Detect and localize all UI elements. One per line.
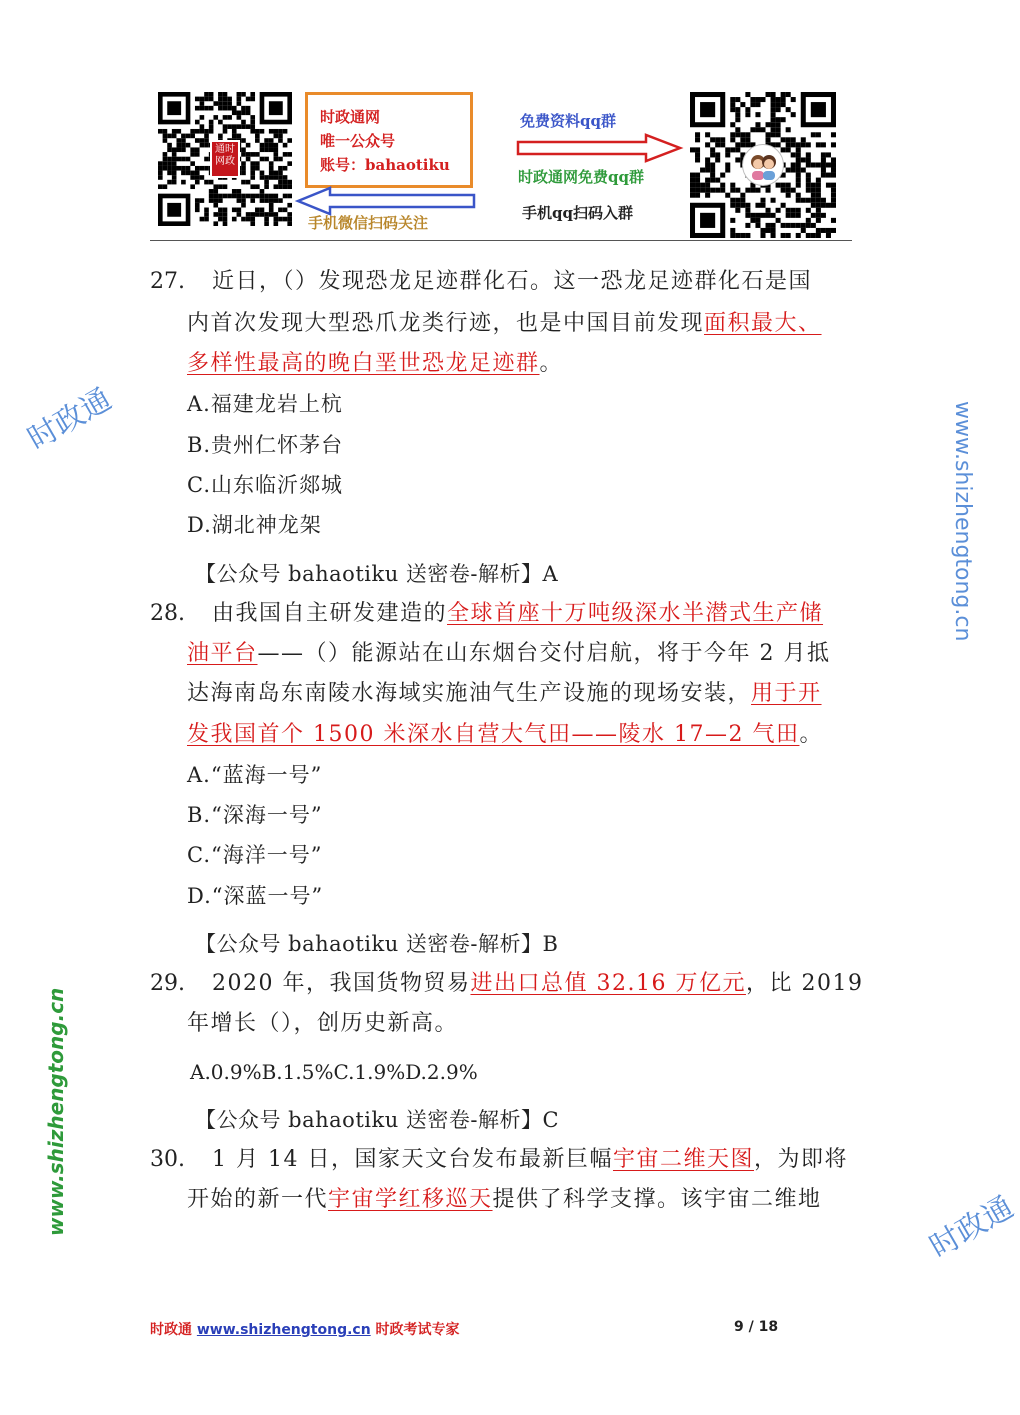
q30-highlight-1: 宇宙二维天图 — [612, 1147, 754, 1172]
right-arrow-icon — [516, 133, 682, 163]
q28-option-a: A.“蓝海一号” — [187, 763, 323, 787]
q27-number: 27. — [150, 269, 185, 294]
footer-suffix: 时政考试专家 — [370, 1322, 460, 1338]
q27-option-d: D.湖北神龙架 — [187, 513, 322, 537]
avatar-icon — [743, 145, 783, 185]
box-line-3: 账号：bahaotiku — [320, 156, 450, 174]
q27-highlight-2: 多样性最高的晚白垩世恐龙足迹群 — [187, 351, 540, 376]
q30-number: 30. — [150, 1147, 185, 1172]
footer-url-link[interactable]: www.shizhengtong.cn — [196, 1322, 371, 1338]
q29-answer: 【公众号 bahaotiku 送密卷-解析】C — [195, 1108, 560, 1132]
q27-answer: 【公众号 bahaotiku 送密卷-解析】A — [195, 562, 559, 586]
q29-number: 29. — [150, 971, 185, 996]
q27-line-3: 多样性最高的晚白垩世恐龙足迹群。 — [187, 351, 564, 376]
box-line-1: 时政通网 — [320, 108, 381, 126]
q27-option-a: A.福建龙岩上杭 — [187, 392, 343, 416]
watermark-left-top: 时政通 — [22, 381, 118, 458]
qq-group-qr-code[interactable] — [690, 92, 836, 238]
q28-highlight-3: 用于开 — [751, 681, 822, 706]
q27-line-1: 27. 近日，（）发现恐龙足迹群化石。这一恐龙足迹群化石是国 — [150, 269, 813, 294]
q29-line-1: 29. 2020 年，我国货物贸易进出口总值 32.16 万亿元，比 2019 — [150, 971, 864, 996]
q28-highlight-4: 发我国首个 1500 米深水自营大气田——陵水 17—2 气田 — [187, 722, 800, 747]
box-line-2: 唯一公众号 — [320, 132, 396, 150]
q29-options: A.0.9%B.1.5%C.1.9%D.2.9% — [190, 1060, 478, 1084]
scan-wechat-label: 手机微信扫码关注 — [308, 214, 429, 232]
q28-line-3: 达海南岛东南陵水海域实施油气生产设施的现场安装，用于开 — [187, 681, 822, 706]
qr-logo-badge: 通时 网政 — [210, 140, 240, 178]
q28-option-c: C.“海洋一号” — [187, 843, 323, 867]
official-account-box — [305, 92, 473, 188]
q28-highlight-2: 油平台 — [187, 641, 258, 666]
q30-highlight-2: 宇宙学红移巡天 — [328, 1187, 493, 1212]
q30-line-1: 30. 1 月 14 日，国家天文台发布最新巨幅宇宙二维天图，为即将 — [150, 1147, 849, 1172]
free-group-label-2: 时政通网免费qq群 — [518, 168, 644, 186]
q28-line-2: 油平台——（）能源站在山东烟台交付启航，将于今年 2 月抵 — [187, 641, 831, 666]
q28-option-d: D.“深蓝一号” — [187, 884, 324, 908]
watermark-left-bottom: www.shizhengtong.cn — [44, 987, 68, 1236]
wechat-qr-code[interactable] — [158, 92, 292, 226]
q29-highlight-1: 进出口总值 32.16 万亿元 — [470, 971, 746, 996]
watermark-right-bottom: 时政通 — [924, 1189, 1020, 1266]
scan-qq-label: 手机qq扫码入群 — [522, 204, 633, 222]
q28-line-1: 28. 由我国自主研发建造的全球首座十万吨级深水半潜式生产储 — [150, 601, 824, 626]
header-divider — [150, 240, 852, 241]
q28-answer: 【公众号 bahaotiku 送密卷-解析】B — [195, 932, 559, 956]
q28-option-b: B.“深海一号” — [187, 803, 323, 827]
q28-number: 28. — [150, 601, 185, 626]
footer-branding — [150, 1319, 460, 1339]
free-group-label: 免费资料qq群 — [520, 112, 616, 130]
q27-option-b: B.贵州仁怀茅台 — [187, 433, 344, 457]
q30-line-2: 开始的新一代宇宙学红移巡天提供了科学支撑。该宇宙二维地 — [187, 1187, 822, 1212]
q27-highlight-1: 面积最大、 — [704, 311, 822, 336]
page-number: 9 / 18 — [734, 1319, 779, 1335]
watermark-right-top: www.shizhengtong.cn — [950, 401, 975, 642]
q27-line-2: 内首次发现大型恐爪龙类行迹，也是中国目前发现面积最大、 — [187, 311, 822, 336]
q28-highlight-1: 全球首座十万吨级深水半潜式生产储 — [447, 601, 824, 626]
q28-line-4: 发我国首个 1500 米深水自营大气田——陵水 17—2 气田。 — [187, 722, 823, 747]
q29-line-2: 年增长（），创历史新高。 — [187, 1011, 459, 1036]
footer-prefix: 时政通 — [150, 1322, 197, 1338]
q27-option-c: C.山东临沂郯城 — [187, 473, 343, 497]
